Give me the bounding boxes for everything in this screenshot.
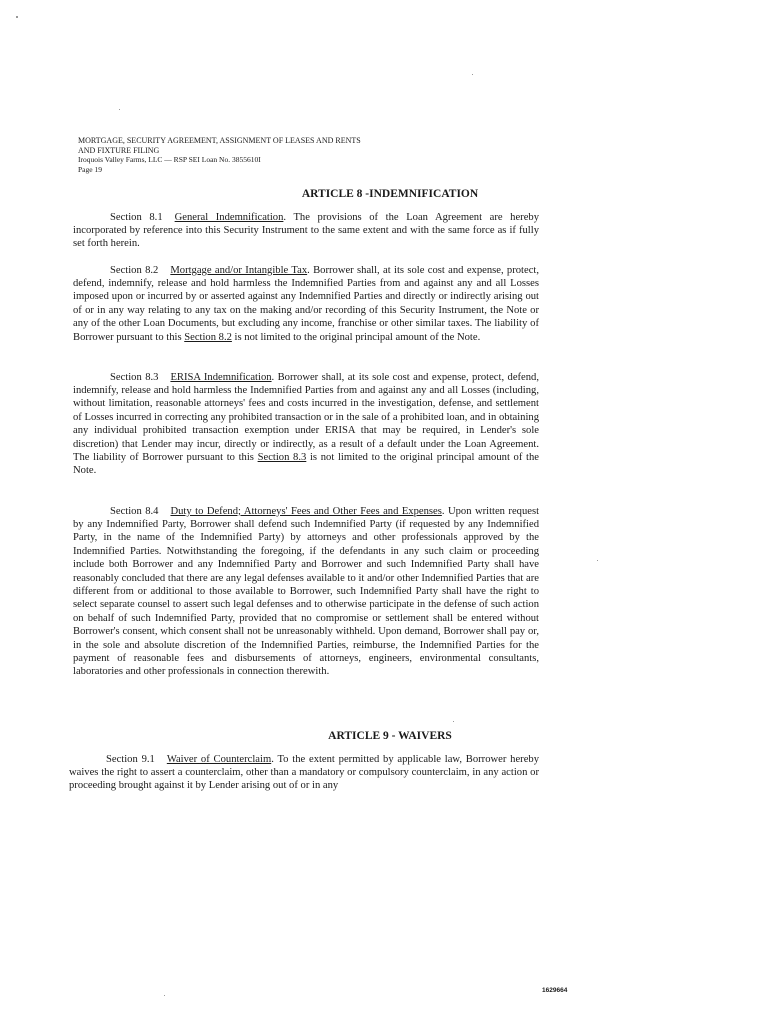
section-label: Section 8.3 bbox=[110, 371, 159, 383]
section-label: Section 8.4 bbox=[110, 505, 159, 517]
header-title-line: MORTGAGE, SECURITY AGREEMENT, ASSIGNMENT OF LEASES AND RENTS bbox=[78, 136, 361, 145]
section-heading: Waiver of Counterclaim bbox=[166, 753, 272, 765]
scan-speck bbox=[16, 16, 18, 18]
section-text: . Borrower shall, at its sole cost and expense, protect, defend, indemnify, release and hold harmless the Indemnified Parties from and against any and all Losses imposed upon or incurred by or asserted against any Indemnified Parties and directly or indirectly arising out of or in any way relating to any tax on the making and/or recording of this Security Instrument, the Note or any of the other Loan Documents, but excluding any income, franchise or other similar taxes. The liability of Borrower pursuant to this bbox=[73, 264, 539, 343]
section-9-1 bbox=[69, 753, 539, 793]
scan-speck bbox=[597, 560, 598, 561]
section-8-3 bbox=[73, 371, 539, 478]
section-reference: Section 8.2 bbox=[184, 331, 232, 343]
header-page-number: Page 19 bbox=[78, 164, 102, 174]
section-heading: Duty to Defend; Attorneys' Fees and Other Fees and Expenses bbox=[170, 505, 442, 517]
section-label: Section 8.1 bbox=[110, 211, 163, 223]
section-label: Section 9.1 bbox=[106, 753, 155, 765]
article-8-title: ARTICLE 8 -INDEMNIFICATION bbox=[301, 188, 479, 200]
header-title-line-2: AND FIXTURE FILING bbox=[78, 145, 160, 155]
section-heading: Mortgage and/or Intangible Tax bbox=[170, 264, 308, 276]
section-text: . To the extent permitted by applicable law, Borrower hereby waives the right to assert a counterclaim, other than a mandatory or compulsory counterclaim, in any action or proceeding brought against it by Lender arising out of or in any bbox=[69, 753, 539, 792]
section-8-2 bbox=[73, 264, 539, 344]
section-text-end: is not limited to the original principal amount of the Note. bbox=[231, 331, 481, 343]
scan-speck bbox=[472, 74, 473, 75]
header-loan-line: Iroquois Valley Farms, LLC — RSP SEI Loan No. 3855610I bbox=[78, 155, 261, 164]
document-id-stamp: 1629664 bbox=[542, 987, 568, 994]
section-heading: General Indemnification bbox=[174, 211, 284, 223]
section-heading: ERISA Indemnification bbox=[170, 371, 272, 383]
scan-speck bbox=[453, 721, 454, 722]
section-8-1 bbox=[73, 211, 539, 251]
scan-speck bbox=[164, 995, 165, 996]
section-8-4 bbox=[73, 505, 539, 679]
article-9-title: ARTICLE 9 - WAIVERS bbox=[328, 730, 452, 742]
scan-speck bbox=[119, 109, 120, 110]
section-text: . Borrower shall, at its sole cost and expense, protect, defend, indemnify, release and hold harmless the Indemnified Parties from and against any and all Losses (including, without limitation, reasonable attorneys' fees and costs incurred in the investigation, defense, and settlement of Losses incurred in correcting any prohibited transaction or in the sale of a prohibited loan, and in obtaining any individual prohibited transaction exemption under ERISA that may be required, in Lender's sole discretion) that Lender may incur, directly or indirectly, as a result of a default under the Loan Agreement. The liability of Borrower pursuant to this bbox=[73, 371, 539, 464]
section-text: . The provisions of the Loan Agreement are hereby incorporated by reference into this Security Instrument to the same extent and with the same force as if fully set forth herein. bbox=[73, 211, 539, 250]
section-reference: Section 8.3 bbox=[257, 452, 307, 464]
section-text-end: is not limited to the original principal amount of the Note. bbox=[73, 452, 540, 477]
section-label: Section 8.2 bbox=[110, 264, 159, 276]
running-header bbox=[78, 136, 478, 174]
section-text: . Upon written request by any Indemnified Party, Borrower shall defend such Indemnified Party (if requested by any Indemnified Party, in the name of the Indemnified Party) by attorneys and other professionals approved by the Indemnified Parties. Notwithstanding the foregoing, if the defendants in any such claim or proceeding include both Borrower and any Indemnified Party and Borrower and such Indemnified Party shall have reasonably concluded that there are any legal defenses available to it and/or other Indemnified Parties that are different from or additional to those available to Borrower, such Indemnified Party shall have the right to select separate counsel to assert such legal defenses and to otherwise participate in the defense of such action on behalf of such Indemnified Party, provided that no compromise or settlement shall be entered without Borrower's consent, which consent shall not be unreasonably withheld. Upon demand, Borrower shall pay or, in the sole and absolute discretion of the Indemnified Parties, reimburse, the Indemnified Parties for the payment of reasonable fees and disbursements of attorneys, engineers, environmental consultants, laboratories and other professionals in connection therewith. bbox=[73, 505, 540, 678]
